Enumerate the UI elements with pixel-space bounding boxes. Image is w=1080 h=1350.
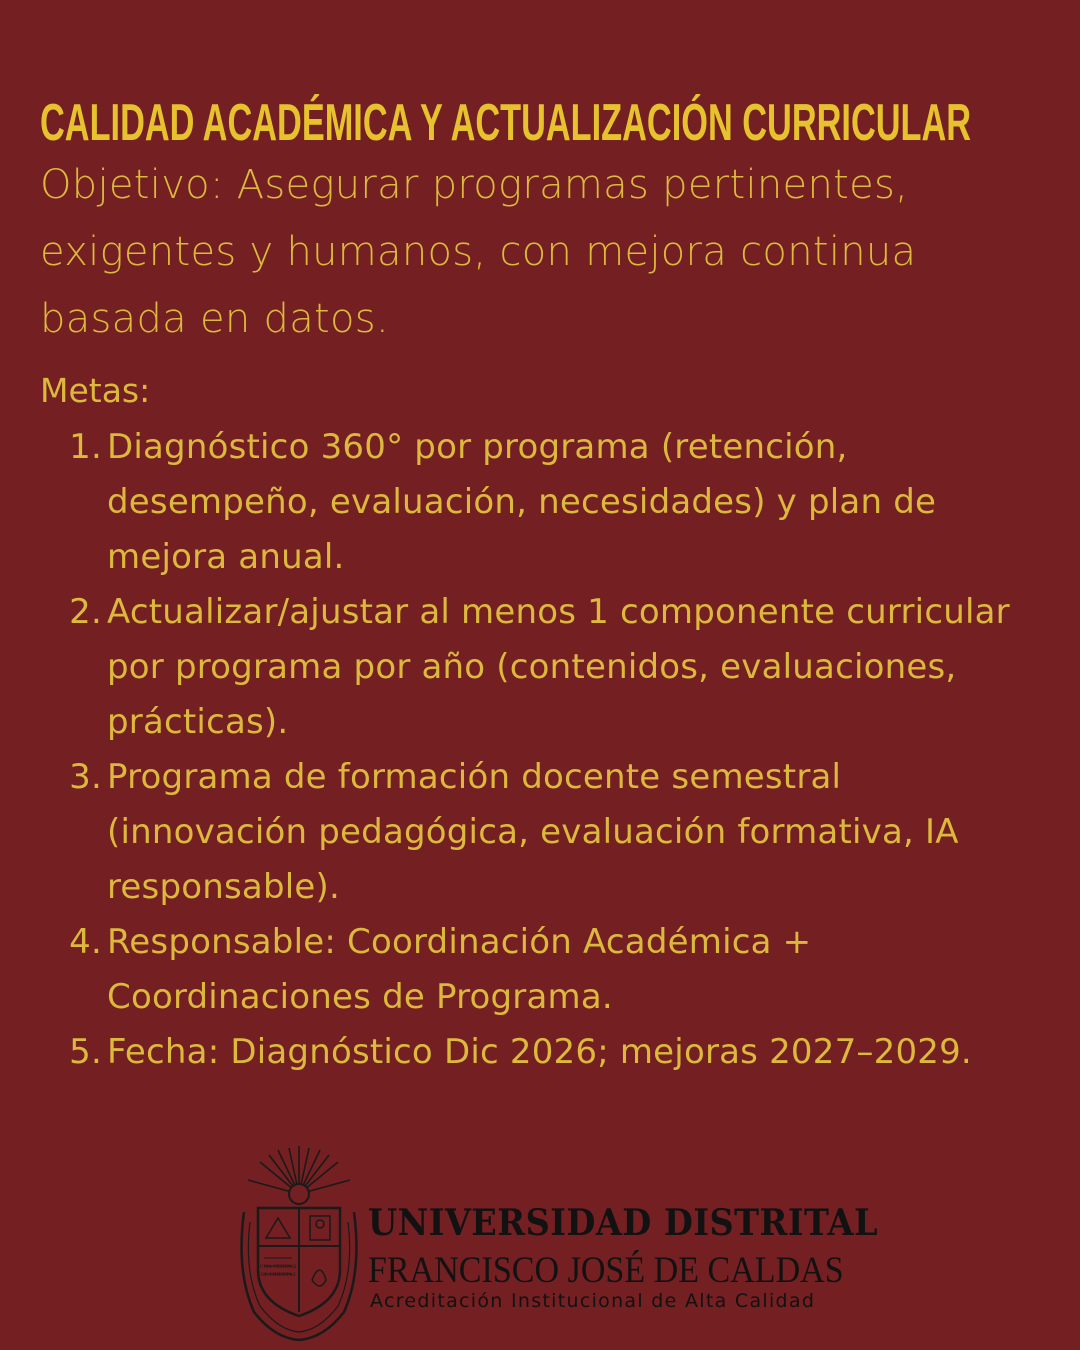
goal-text: Programa de formación docente semestral (innovación pedagógica, evaluación formativa, IA responsable). — [107, 757, 959, 907]
accreditation-text: Acreditación Institucional de Alta Calidad — [370, 1290, 816, 1312]
goal-number: 3. — [69, 757, 102, 797]
goal-item — [0, 1025, 1040, 1080]
university-name: UNIVERSIDAD DISTRITAL — [368, 1202, 878, 1244]
page-title: CALIDAD ACADÉMICA Y ACTUALIZACIÓN CURRICULAR — [40, 93, 972, 152]
goal-item — [0, 420, 1040, 585]
goal-number: 5. — [69, 1032, 102, 1072]
university-crest-icon — [234, 1142, 364, 1342]
goal-text: Fecha: Diagnóstico Dic 2026; mejoras 2027–2029. — [107, 1032, 972, 1072]
goal-number: 2. — [69, 592, 102, 632]
goal-item — [0, 585, 1040, 750]
goal-text: Responsable: Coordinación Académica + Coordinaciones de Programa. — [107, 922, 812, 1017]
objective-text: Objetivo: Asegurar programas pertinentes, exigentes y humanos, con mejora continua basada en datos. — [40, 162, 917, 342]
svg-text:UNA VERITAS: UNA VERITAS — [259, 1264, 297, 1270]
goal-number: 4. — [69, 922, 102, 962]
goal-text: Actualizar/ajustar al menos 1 componente curricular por programa por año (contenidos, evaluaciones, prácticas). — [107, 592, 1010, 742]
university-logo — [234, 1142, 878, 1342]
goals-list — [0, 420, 1040, 1080]
metas-label: Metas: — [40, 371, 151, 410]
svg-text:DE LIBERTAS: DE LIBERTAS — [260, 1272, 296, 1278]
goal-item — [0, 750, 1040, 915]
university-subname: FRANCISCO JOSÉ DE CALDAS — [368, 1250, 844, 1291]
goal-number: 1. — [69, 427, 102, 467]
goal-item — [0, 915, 1040, 1025]
goal-text: Diagnóstico 360° por programa (retención, desempeño, evaluación, necesidades) y plan de mejora anual. — [107, 427, 937, 577]
